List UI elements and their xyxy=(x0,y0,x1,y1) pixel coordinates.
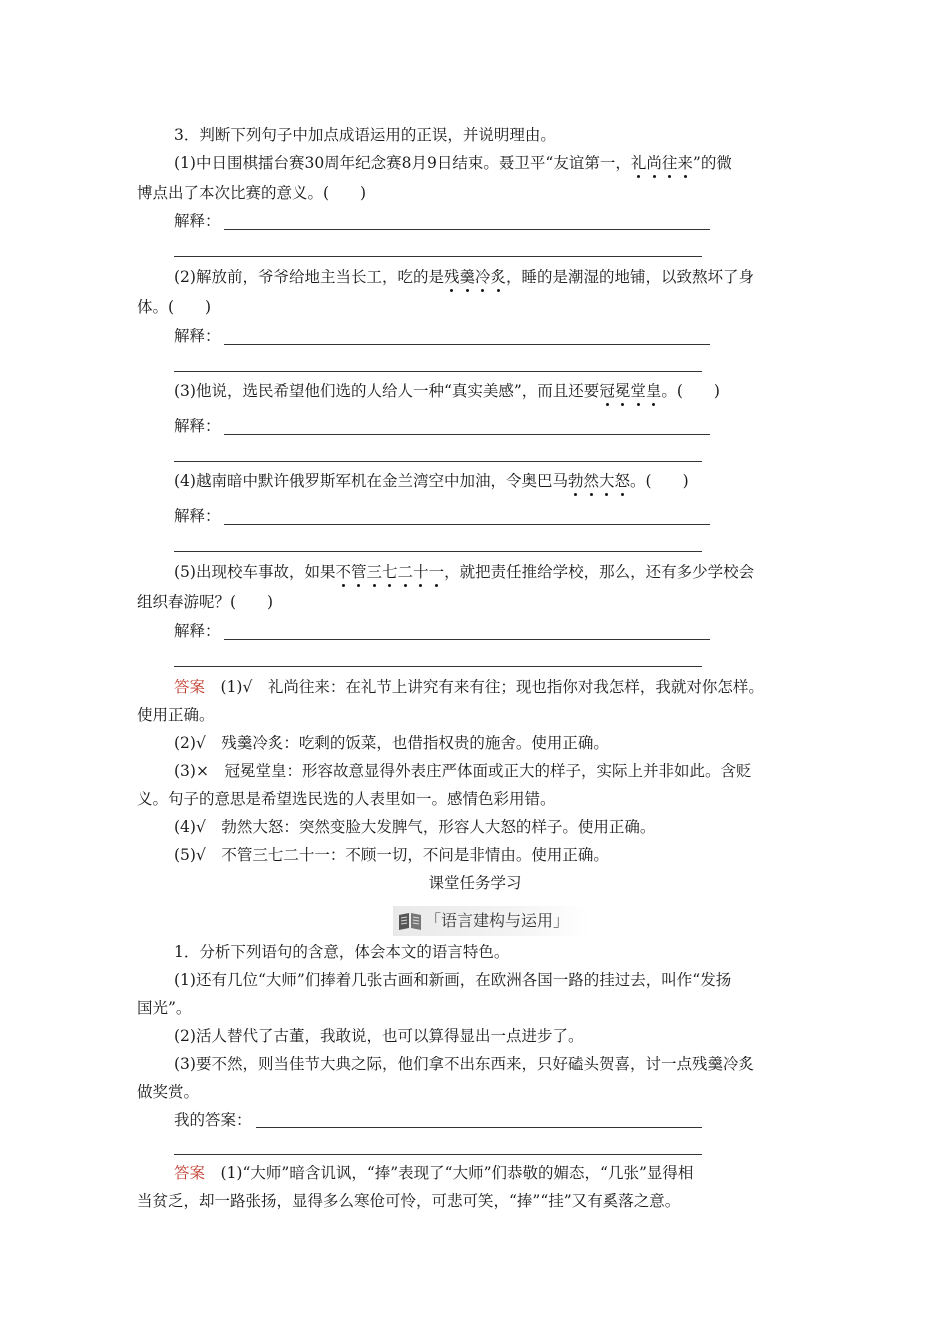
answer-2: (2)√ 残羹冷炙：吃剩的饭菜，也借指权贵的施舍。使用正确。 xyxy=(174,734,609,752)
answer-blank[interactable] xyxy=(174,461,702,462)
answer-blank[interactable] xyxy=(224,639,710,640)
book-icon xyxy=(397,911,423,931)
sentence-2-line-1 xyxy=(174,266,754,288)
task-item-3-line-2: 做奖赏。 xyxy=(137,1083,200,1101)
dotted-char: 炙 xyxy=(490,268,507,286)
sentence-2-line-2: 体。( ) xyxy=(137,298,212,316)
task-item-1-line-2: 国光”。 xyxy=(137,999,192,1017)
dotted-char: 七 xyxy=(382,563,398,581)
answer-3-line-1: (3)× 冠冕堂皇：形容故意显得外表庄严体面或正大的样子，实际上并非如此。含贬 xyxy=(174,762,752,780)
answer-blank[interactable] xyxy=(256,1127,702,1128)
sentence-5-line-2: 组织春游呢？( ) xyxy=(137,593,274,611)
my-answer-label: 我的答案： xyxy=(174,1111,252,1129)
sentence-5-text-a: (5)出现校车事故，如果 xyxy=(174,563,336,581)
dotted-char: 往 xyxy=(661,154,678,172)
sentence-3-text-a: (3)他说，选民希望他们选的人给人一种“真实美感”，而且还要 xyxy=(174,382,600,400)
idiom-dotted xyxy=(444,268,506,286)
dotted-char: 冷 xyxy=(475,268,491,286)
answer-label: 答案 xyxy=(174,1164,206,1182)
task-item-2: (2)活人替代了古董，我敢说，也可以算得显出一点进步了。 xyxy=(174,1027,584,1045)
answer-blank[interactable] xyxy=(174,551,702,552)
dotted-char: 二 xyxy=(397,563,414,581)
answer-2-text: (1)“大师”暗含讥讽，“捧”表现了“大师”们恭敬的媚态，“几张”显得相 xyxy=(205,1164,694,1182)
dotted-char: 冕 xyxy=(614,382,631,400)
sentence-4-line-1 xyxy=(174,470,689,492)
task-item-1-line-1: (1)还有几位“大师”们捧着几张古画和新画，在欧洲各国一路的挂过去，叫作“发扬 xyxy=(174,971,732,989)
dotted-char: 勃 xyxy=(567,472,584,490)
dotted-char: 羹 xyxy=(459,268,475,286)
answer-2-line-1 xyxy=(174,1162,693,1184)
answer-1-line-2: 使用正确。 xyxy=(137,706,215,724)
answer-blank[interactable] xyxy=(224,434,710,435)
idiom-dotted xyxy=(568,472,630,490)
sentence-5-text-b: ，就把责任推给学校，那么，还有多少学校会 xyxy=(444,563,755,581)
dotted-char: 皇 xyxy=(645,382,662,400)
idiom-dotted xyxy=(631,154,693,172)
answer-blank[interactable] xyxy=(174,256,702,257)
explain-label: 解释： xyxy=(174,327,221,345)
explain-label: 解释： xyxy=(174,507,221,525)
answer-blank[interactable] xyxy=(174,1154,702,1155)
explain-label: 解释： xyxy=(174,212,221,230)
dotted-char: 礼 xyxy=(630,154,647,172)
sentence-4-text-b: 。( ) xyxy=(630,472,689,490)
section-title: 课堂任务学习 xyxy=(428,874,522,892)
answer-blank[interactable] xyxy=(174,666,702,667)
task-1-title: 1．分析下列语句的含意，体会本文的语言特色。 xyxy=(174,943,510,961)
answer-5: (5)√ 不管三七二十一：不顾一切，不问是非情由。使用正确。 xyxy=(174,846,609,864)
answer-2-line-2: 当贫乏，却一路张扬，显得多么寒伧可怜，可悲可笑，“捧”“挂”又有奚落之意。 xyxy=(137,1192,681,1210)
answer-1-line-1 xyxy=(174,676,764,698)
answer-blank[interactable] xyxy=(224,344,710,345)
answer-1-text: (1)√ 礼尚往来：在礼节上讲究有来有往；现也指你对我怎样，我就对你怎样。 xyxy=(205,678,764,696)
sentence-1-text-b: ”的微 xyxy=(692,154,732,172)
answer-blank[interactable] xyxy=(174,371,702,372)
sentence-3-text-b: 。( ) xyxy=(661,382,720,400)
sentence-2-text-b: ，睡的是潮湿的地铺，以致熬坏了身 xyxy=(506,268,755,286)
banner-label: 「语言建构与运用」 xyxy=(425,911,570,930)
sentence-2-text-a: (2)解放前，爷爷给地主当长工，吃的是 xyxy=(174,268,444,286)
answer-3-line-2: 义。句子的意思是希望选民选的人表里如一。感情色彩用错。 xyxy=(137,790,556,808)
sentence-4-text-a: (4)越南暗中默许俄罗斯军机在金兰湾空中加油，令奥巴马 xyxy=(174,472,568,490)
dotted-char: 来 xyxy=(677,154,693,172)
answer-blank[interactable] xyxy=(224,229,710,230)
question-title: 3．判断下列句子中加点成语运用的正误，并说明理由。 xyxy=(174,126,556,144)
explain-label: 解释： xyxy=(174,417,221,435)
sentence-1-line-1 xyxy=(174,152,732,174)
section-banner xyxy=(393,906,589,936)
dotted-char: 管 xyxy=(350,563,367,581)
answer-4: (4)√ 勃然大怒：突然变脸大发脾气，形容人大怒的样子。使用正确。 xyxy=(174,818,656,836)
idiom-dotted xyxy=(599,382,661,400)
dotted-char: 不 xyxy=(335,563,351,581)
dotted-char: 怒 xyxy=(614,472,631,490)
sentence-1-text-a: (1)中日围棋擂台赛30周年纪念赛8月9日结束。聂卫平“友谊第一， xyxy=(174,154,631,172)
dotted-char: 十 xyxy=(413,563,429,581)
sentence-1-line-2: 博点出了本次比赛的意义。( ) xyxy=(137,184,367,202)
sentence-3-line-1 xyxy=(174,380,720,402)
answer-blank[interactable] xyxy=(224,524,710,525)
explain-label: 解释： xyxy=(174,622,221,640)
dotted-char: 一 xyxy=(428,563,445,581)
dotted-char: 堂 xyxy=(630,382,646,400)
task-item-3-line-1: (3)要不然，则当佳节大典之际，他们拿不出东西来，只好磕头贺喜，讨一点残羹冷炙 xyxy=(174,1055,754,1073)
idiom-dotted xyxy=(335,563,444,581)
dotted-char: 三 xyxy=(366,563,383,581)
dotted-char: 残 xyxy=(443,268,460,286)
dotted-char: 尚 xyxy=(646,154,662,172)
sentence-5-line-1 xyxy=(174,561,754,583)
dotted-char: 然 xyxy=(583,472,599,490)
answer-label: 答案 xyxy=(174,678,206,696)
dotted-char: 大 xyxy=(599,472,615,490)
dotted-char: 冠 xyxy=(599,382,615,400)
